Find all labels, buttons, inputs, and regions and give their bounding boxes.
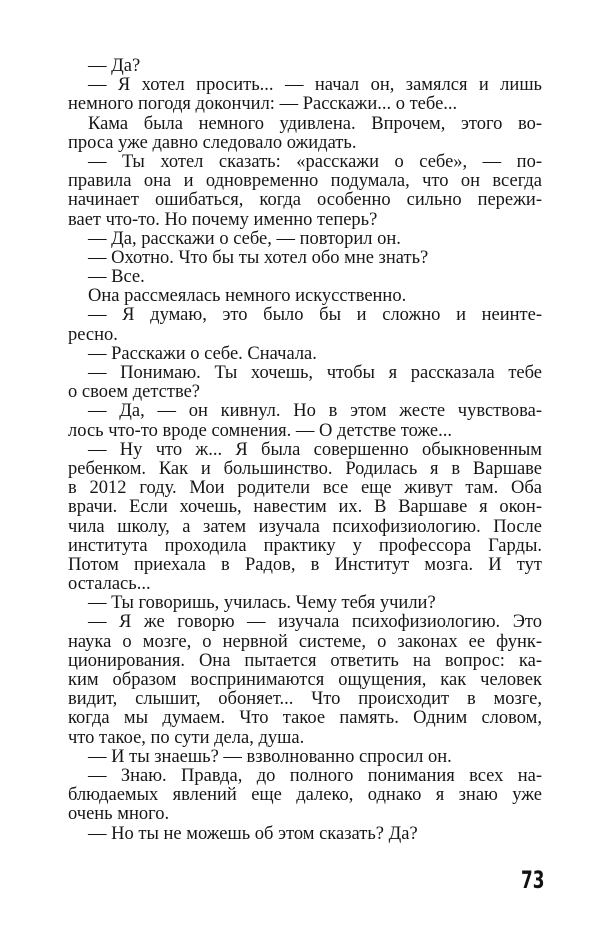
text-line: Она рассмеялась немного искусственно.: [88, 286, 407, 307]
text-line: — Охотно. Что бы ты хотел обо мне знать?: [88, 247, 429, 268]
text-line: — И ты знаешь? — взволнованно спросил он.: [88, 746, 452, 767]
paragraph: [68, 825, 542, 844]
paragraph: [68, 345, 542, 364]
text-line: видит, слышит, обоняет... Что происходит в мозге,: [68, 690, 542, 710]
paragraph: [68, 402, 542, 440]
text-line: вает что-то. Но почему именно теперь?: [68, 209, 378, 230]
text-line: начинает ошибаться, когда особенно сильно пережи-: [68, 191, 542, 211]
text-line: — Да, расскажи о себе, — повторил он.: [88, 228, 401, 249]
text-line: осталась...: [68, 574, 151, 595]
paragraph: [68, 115, 542, 153]
paragraph: [68, 306, 542, 344]
text-line: — Я же говорю — изучала психофизиологию. Это: [88, 613, 542, 633]
paragraph: [68, 153, 542, 230]
paragraph: [68, 230, 542, 249]
body-text: [68, 57, 542, 844]
text-line: института проходила практику у профессора Гарды.: [68, 536, 542, 556]
paragraph: [68, 287, 542, 306]
text-line: наука о мозге, о нервной системе, о законах ее функ-: [68, 632, 542, 652]
paragraph: [68, 364, 542, 402]
paragraph: [68, 594, 542, 613]
text-line: ционирования. Она пытается ответить на вопрос: ка-: [68, 651, 542, 671]
text-line: когда мы думаем. Что такое память. Одним словом,: [68, 709, 542, 729]
text-line: — Да?: [88, 56, 141, 76]
text-line: — Я хотел просить... — начал он, замялся и лишь: [88, 76, 542, 96]
paragraph: [68, 748, 542, 767]
paragraph: [68, 441, 542, 595]
text-line: немного погодя докончил: — Расскажи... о тебе...: [68, 94, 458, 115]
text-line: — Но ты не можешь об этом сказать? Да?: [88, 823, 418, 844]
text-line: — Ты говоришь, училась. Чему тебя учили?: [88, 593, 436, 614]
text-line: — Да, — он кивнул. Но в этом жесте чувствова-: [88, 402, 542, 422]
text-line: — Понимаю. Ты хочешь, чтобы я рассказала тебе: [88, 364, 542, 383]
text-line: ребенком. Как и большинство. Родилась я в Варшаве: [68, 459, 542, 479]
paragraph: [68, 76, 542, 114]
text-line: — Ты хотел сказать: «расскажи о себе», — по-: [88, 152, 542, 172]
text-line: — Я думаю, это было бы и сложно и неинте-: [88, 306, 542, 326]
text-line: в 2012 году. Мои родители все еще живут там. Оба: [68, 479, 542, 499]
text-line: правила она и одновременно подумала, что он всегда: [68, 172, 542, 192]
paragraph: [68, 268, 542, 287]
text-line: — Ну что ж... Я была совершенно обыкновенным: [88, 440, 542, 460]
paragraph: [68, 767, 542, 825]
text-line: врачи. Если хочешь, навестим их. В Варшаве я окон-: [68, 498, 542, 518]
text-line: Потом приехала в Радов, в Институт мозга. И тут: [68, 555, 542, 575]
text-line: — Все.: [88, 267, 145, 288]
text-line: блюдаемых явлений еще далеко, однако я знаю уже: [68, 786, 542, 806]
text-line: очень много.: [68, 804, 170, 825]
text-line: ким образом воспринимаются ощущения, как человек: [68, 671, 542, 690]
text-line: о своем детстве?: [68, 382, 200, 403]
text-line: лось что-то вроде сомнения. — О детстве тоже...: [68, 420, 452, 441]
page-number: 73: [521, 866, 545, 894]
text-line: Кама была немного удивлена. Впрочем, этого во-: [88, 114, 542, 134]
text-line: ресно.: [68, 324, 118, 345]
text-line: проса уже давно следовало ожидать.: [68, 132, 357, 153]
text-line: чила школу, а затем изучала психофизиологию. После: [68, 517, 542, 537]
paragraph: [68, 249, 542, 268]
text-line: что такое, по сути дела, душа.: [68, 727, 305, 748]
paragraph: [68, 57, 542, 76]
text-line: — Расскажи о себе. Сначала.: [88, 343, 317, 364]
paragraph: [68, 613, 542, 747]
text-line: — Знаю. Правда, до полного понимания всех на-: [88, 766, 542, 786]
